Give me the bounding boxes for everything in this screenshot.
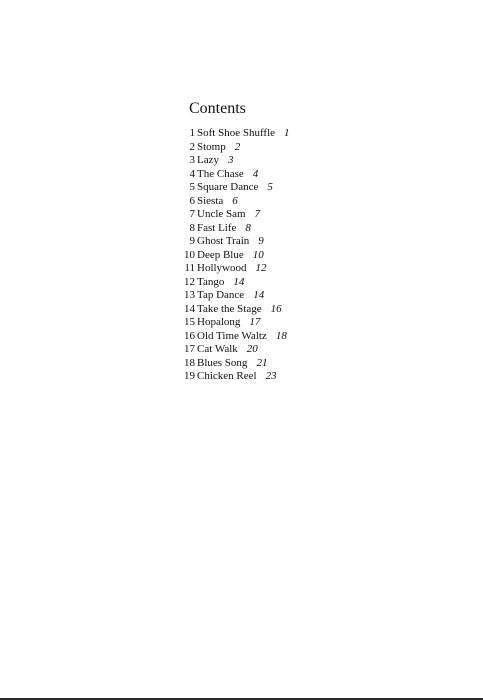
toc-entry-title: Take the Stage — [197, 302, 262, 315]
toc-entry-title: Cat Walk — [197, 343, 238, 355]
toc-entry-number: 6 — [189, 194, 195, 207]
toc-entry-page: 17 — [249, 316, 261, 328]
toc-entry-title: Uncle Sam — [197, 208, 246, 220]
toc-entry-page: 10 — [252, 248, 264, 261]
toc-entry-page: 14 — [253, 289, 265, 301]
toc-entry — [180, 127, 290, 141]
contents-heading: Contents — [189, 100, 246, 117]
toc-entry-title: Soft Shoe Shuffle — [197, 127, 276, 139]
toc-entry-number: 16 — [184, 329, 195, 342]
toc-entry — [180, 357, 290, 371]
toc-entry — [180, 289, 290, 303]
toc-entry-page: 7 — [254, 208, 261, 220]
toc-entry-number: 9 — [189, 235, 195, 247]
toc-entry-number: 13 — [184, 289, 195, 301]
toc-entry-title: Tango — [197, 275, 225, 288]
toc-entry-number: 15 — [184, 316, 195, 328]
toc-entry — [180, 262, 290, 276]
toc-entry — [180, 249, 290, 263]
toc-entry-title: Hopalong — [197, 316, 241, 328]
toc-entry-page: 5 — [267, 181, 273, 193]
toc-entry-page: 23 — [265, 370, 277, 382]
toc-entry — [180, 168, 290, 182]
toc-entry-number: 8 — [189, 221, 195, 234]
toc-entry-title: Blues Song — [197, 356, 248, 369]
toc-entry — [180, 141, 290, 155]
toc-entry-page: 8 — [245, 221, 251, 234]
toc-entry-number: 14 — [184, 302, 195, 315]
toc-entry-title: Tap Dance — [197, 289, 245, 301]
toc-entry-number: 19 — [184, 370, 195, 382]
toc-entry-page: 3 — [227, 154, 234, 166]
toc-entry — [180, 181, 290, 195]
toc-entry-page: 18 — [275, 329, 287, 342]
toc-entry-title: Stomp — [197, 140, 226, 153]
toc-entry-page: 16 — [270, 302, 282, 315]
toc-entry-page: 6 — [232, 194, 238, 207]
toc-entry-title: The Chase — [197, 167, 244, 180]
toc-entry-page: 1 — [284, 127, 290, 139]
toc-entry — [180, 330, 290, 344]
toc-entry-page: 12 — [255, 262, 267, 274]
toc-entry — [180, 154, 290, 168]
toc-entry — [180, 195, 290, 209]
toc-entry-number: 2 — [189, 140, 195, 153]
toc-entry-number: 5 — [189, 181, 195, 193]
toc-entry-page: 9 — [258, 235, 264, 247]
toc-entry — [180, 370, 290, 384]
toc-entry-title: Siesta — [197, 194, 224, 207]
toc-entry-title: Old Time Waltz — [197, 329, 267, 342]
toc-entry-number: 11 — [184, 262, 195, 274]
toc-entry-number: 3 — [189, 154, 195, 166]
toc-entry — [180, 235, 290, 249]
toc-entry — [180, 343, 290, 357]
toc-entry-title: Square Dance — [197, 181, 259, 193]
toc-entry-number: 10 — [184, 248, 195, 261]
toc-entry-page: 14 — [233, 275, 245, 288]
toc-entry-number: 7 — [189, 208, 195, 220]
toc-entry-number: 17 — [184, 343, 195, 355]
toc-entry-title: Ghost Train — [197, 235, 250, 247]
toc-entry — [180, 222, 290, 236]
toc-entry — [180, 316, 290, 330]
toc-entry-number: 4 — [189, 167, 195, 180]
toc-entry-number: 18 — [184, 356, 195, 369]
toc-entry-title: Deep Blue — [197, 248, 244, 261]
toc-entry-page: 20 — [246, 343, 258, 355]
toc-entry-number: 1 — [189, 127, 195, 139]
toc-entry-title: Hollywood — [197, 262, 247, 274]
toc-entry — [180, 303, 290, 317]
toc-entry-title: Fast Life — [197, 221, 237, 234]
table-of-contents — [180, 127, 290, 384]
toc-entry-title: Lazy — [197, 154, 219, 166]
toc-entry — [180, 208, 290, 222]
toc-entry-number: 12 — [184, 275, 195, 288]
toc-entry-page: 21 — [256, 356, 268, 369]
toc-entry — [180, 276, 290, 290]
toc-entry-page: 2 — [234, 140, 241, 153]
toc-entry-page: 4 — [252, 167, 259, 180]
toc-entry-title: Chicken Reel — [197, 370, 257, 382]
